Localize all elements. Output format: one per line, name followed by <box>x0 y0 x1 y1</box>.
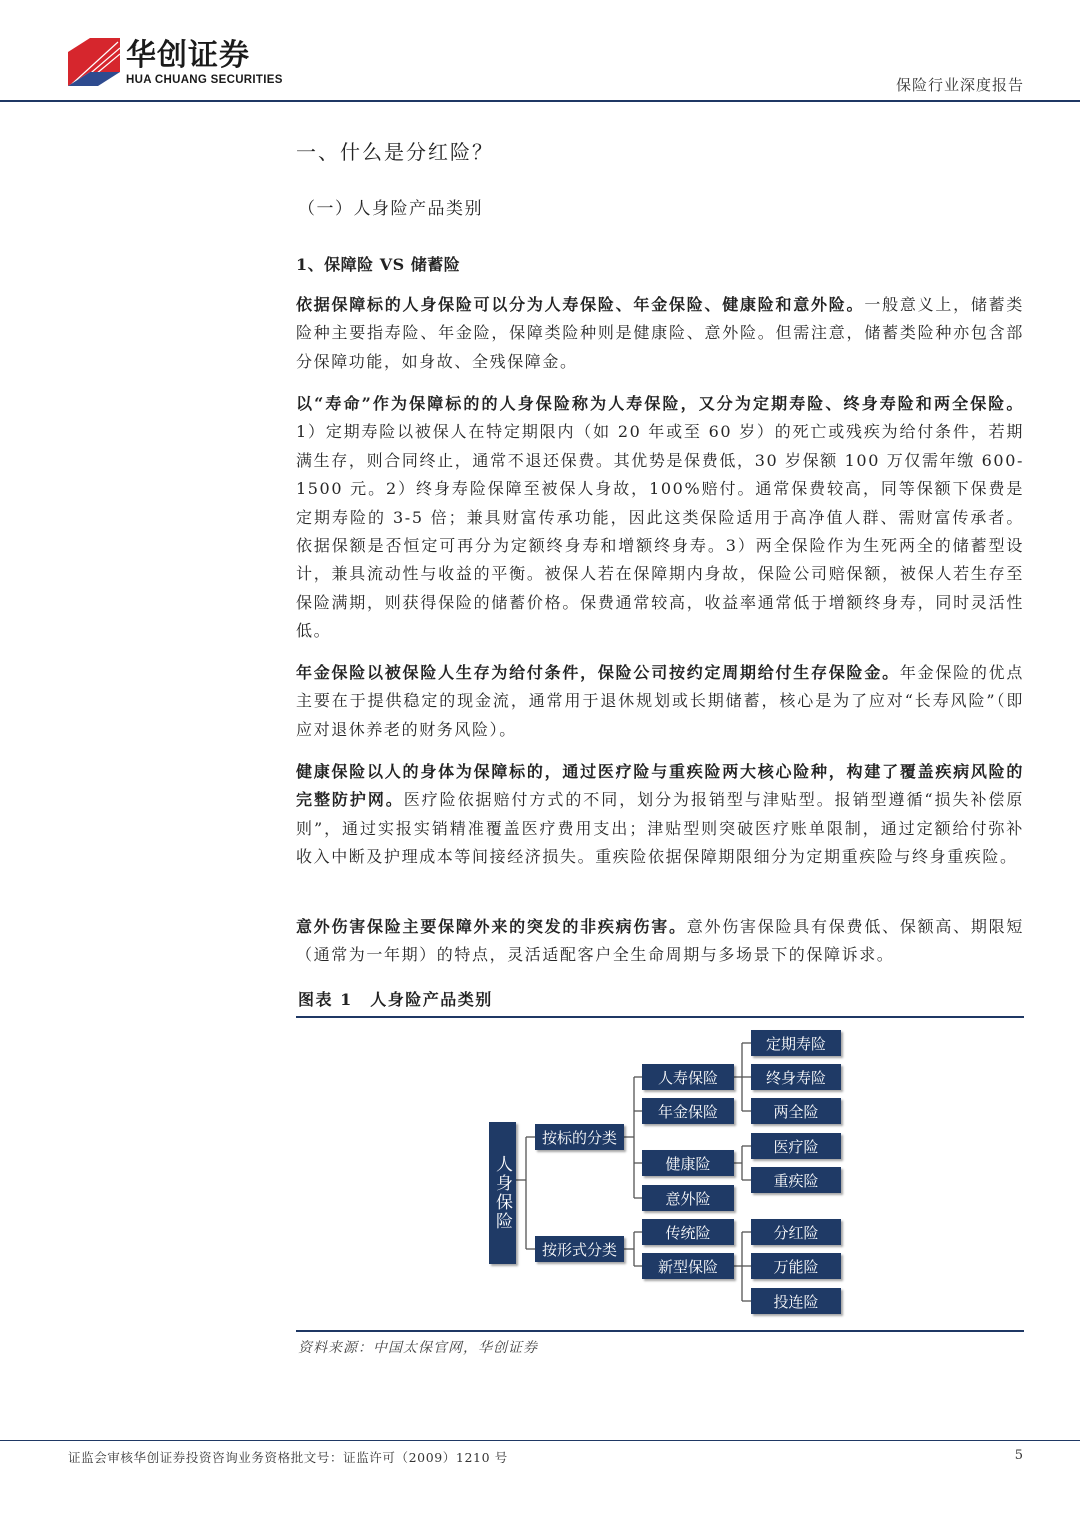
paragraph-accident <box>296 913 1024 970</box>
diagram-node-traditional: 传统险 <box>642 1219 734 1245</box>
diagram-node-participating: 分红险 <box>751 1219 841 1245</box>
diagram-node-annuity: 年金保险 <box>642 1098 734 1124</box>
figure-top-rule <box>296 1016 1024 1018</box>
paragraph-body: 1）定期寿险以被保人在特定期限内（如 20 年或至 60 岁）的死亡或残疾为给付条件，若期满生存，则合同终止，通常不退还保费。其优势是保费低，30 岁保额 100 万仅需年缴 600-1500 元。2）终身寿险保障至被保人身故，100%赔付。通常保费较高，同等保额下保费是定期寿险的 3-5 倍；兼具财富传承功能，因此这类保险适用于高净值人群、需财富传承者。依据保额是否恒定可再分为定额终身寿和增额终身寿。3）两全保险作为生死两全的储蓄型设计，兼具流动性与收益的平衡。被保人若在保障期内身故，保险公司赔保额，被保人若生存至保险满期，则获得保险的储蓄价格。保费通常较高，收益率通常低于增额终身寿，同时灵活性低。 <box>296 422 1024 641</box>
diagram-node-by-form: 按形式分类 <box>535 1236 624 1262</box>
diagram-node-term-life: 定期寿险 <box>751 1030 841 1056</box>
paragraph-lead: 年金保险以被保险人生存为给付条件，保险公司按约定周期给付生存保险金。 <box>296 663 900 682</box>
diagram-node-endowment: 两全险 <box>751 1098 841 1124</box>
diagram-node-root: 人身保险 <box>489 1122 516 1264</box>
diagram-node-unit-linked: 投连险 <box>751 1288 841 1314</box>
page-number: 5 <box>1014 1448 1023 1463</box>
paragraph-body: 一般意义上，储蓄类险种主要指寿险、年金险，保障类险种则是健康险、意外险。但需注意，储蓄类险种亦包含部分保障功能，如身故、全残保障金。 <box>296 295 1025 371</box>
company-logo <box>68 36 298 92</box>
report-type-label: 保险行业深度报告 <box>895 76 1024 94</box>
paragraph-body: 年金保险的优点主要在于提供稳定的现金流，通常用于退休规划或长期储蓄，核心是为了应对“长寿风险”（即应对退休养老的财务风险）。 <box>296 663 1025 739</box>
diagram-node-medical: 医疗险 <box>751 1133 841 1159</box>
logo-text-en: HUA CHUANG SECURITIES <box>126 74 283 86</box>
paragraph-classification <box>296 291 1024 376</box>
header-divider <box>0 100 1080 102</box>
footer-license: 证监会审核华创证券投资咨询业务资格批文号：证监许可（2009）1210 号 <box>68 1450 508 1465</box>
diagram-node-whole-life: 终身寿险 <box>751 1064 841 1090</box>
footer-divider <box>0 1440 1080 1441</box>
paragraph-life-insurance <box>296 390 1024 646</box>
subsection-heading: （一）人身险产品类别 <box>298 199 483 219</box>
diagram-node-accident: 意外险 <box>642 1185 734 1211</box>
diagram-node-universal: 万能险 <box>751 1253 841 1279</box>
paragraph-annuity <box>296 659 1024 744</box>
paragraph-lead: 以“寿命”作为保障标的的人身保险称为人寿保险，又分为定期寿险、终身寿险和两全保险。 <box>296 394 1024 413</box>
diagram-node-critical: 重疾险 <box>751 1167 841 1193</box>
figure-source: 资料来源：中国太保官网，华创证券 <box>298 1340 538 1356</box>
figure-bottom-rule <box>296 1330 1024 1332</box>
paragraph-lead: 意外伤害保险主要保障外来的突发的非疾病伤害。 <box>296 917 687 936</box>
paragraph-lead: 依据保障标的人身保险可以分为人寿保险、年金保险、健康险和意外险。 <box>296 295 865 314</box>
paragraph-body: 意外伤害保险具有保费低、保额高、期限短（通常为一年期）的特点，灵活适配客户全生命周期与多场景下的保障诉求。 <box>296 917 1024 965</box>
diagram-node-life: 人寿保险 <box>642 1064 734 1090</box>
section-heading: 一、什么是分红险？ <box>296 140 494 164</box>
figure-title: 图表 1 人身险产品类别 <box>298 990 493 1009</box>
logo-mark-icon <box>68 38 120 86</box>
diagram-node-health: 健康险 <box>642 1150 734 1176</box>
paragraph-lead: 健康保险以人的身体为保障标的，通过医疗险与重疾险两大核心险种，构建了覆盖疾病风险的完整防护网。 <box>296 762 1024 810</box>
diagram-node-by-target: 按标的分类 <box>535 1124 624 1150</box>
paragraph-health <box>296 758 1024 872</box>
topic-heading: 1、保障险 VS 储蓄险 <box>296 255 461 274</box>
logo-text-cn: 华创证券 <box>126 38 250 73</box>
diagram-node-new-type: 新型保险 <box>642 1253 734 1279</box>
paragraph-body: 医疗险依据赔付方式的不同，划分为报销型与津贴型。报销型遵循“损失补偿原则”，通过实报实销精准覆盖医疗费用支出；津贴型则突破医疗账单限制，通过定额给付弥补收入中断及护理成本等间接经济损失。重疾险依据保障期限细分为定期重疾险与终身重疾险。 <box>296 790 1024 867</box>
